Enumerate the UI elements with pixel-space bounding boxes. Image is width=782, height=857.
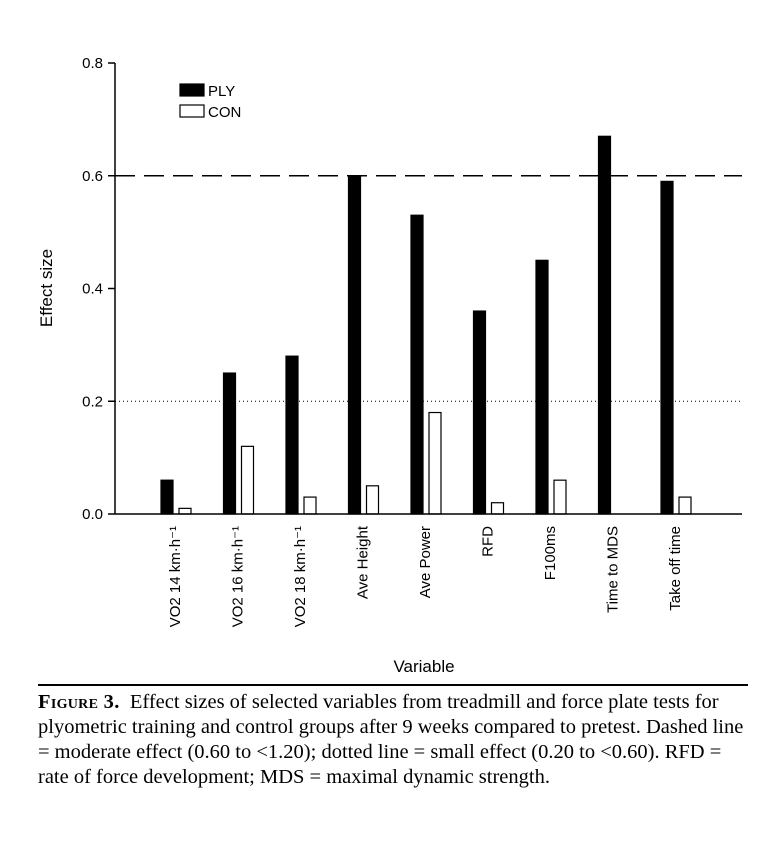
y-axis-title: Effect size — [37, 248, 56, 328]
category-label: Ave Power — [417, 526, 434, 599]
y-tick-label: 0.0 — [82, 506, 103, 523]
con-bar — [367, 486, 379, 514]
caption-text: Effect sizes of selected variables from treadmill and force plate tests for plyometric training and control groups after 9 weeks compared to pretest. Dashed line = moderate effect (0.60 to <1.20); dotted line = small effect (0.20 to <0.60). RFD = rate of force development; MDS = maximal dynamic strength. — [38, 691, 744, 788]
category-label: Ave Height — [354, 526, 372, 600]
x-axis-title: Variable — [393, 657, 455, 676]
y-tick-label: 0.2 — [82, 393, 103, 411]
category-label: VO2 14 km·h⁻¹ — [167, 526, 184, 628]
con-bar — [554, 480, 566, 514]
ply-bar — [536, 260, 548, 514]
ply-legend-label: PLY — [208, 83, 236, 100]
con-legend-label: CON — [208, 104, 242, 121]
category-label: VO2 16 km·h⁻¹ — [229, 526, 247, 628]
category-label: RFD — [479, 526, 497, 557]
con-bar — [242, 446, 254, 514]
con-bar — [679, 497, 691, 514]
category-label: Time to MDS — [604, 526, 622, 613]
caption-divider — [38, 684, 748, 686]
figure-label: Figure 3. — [38, 691, 120, 713]
con-bar — [429, 413, 441, 514]
con-bar — [492, 503, 504, 514]
y-tick-label: 0.4 — [82, 280, 103, 298]
ply-bar — [474, 311, 486, 514]
ply-bar — [661, 181, 673, 514]
ply-bar — [349, 176, 361, 514]
con-bar — [179, 508, 191, 514]
con-legend-swatch — [180, 105, 204, 117]
ply-bar — [286, 356, 298, 514]
category-label: VO2 18 km·h⁻¹ — [292, 526, 309, 628]
y-tick-label: 0.8 — [82, 55, 103, 72]
figure-caption — [38, 690, 750, 790]
con-bar — [304, 497, 316, 514]
ply-bar — [599, 136, 611, 514]
category-label: Take off time — [667, 526, 684, 611]
ply-bar — [224, 373, 236, 514]
ply-bar — [161, 480, 173, 514]
ply-legend-swatch — [180, 84, 204, 96]
y-tick-label: 0.6 — [82, 167, 103, 185]
ply-bar — [411, 215, 423, 514]
category-label: F100ms — [542, 526, 559, 581]
